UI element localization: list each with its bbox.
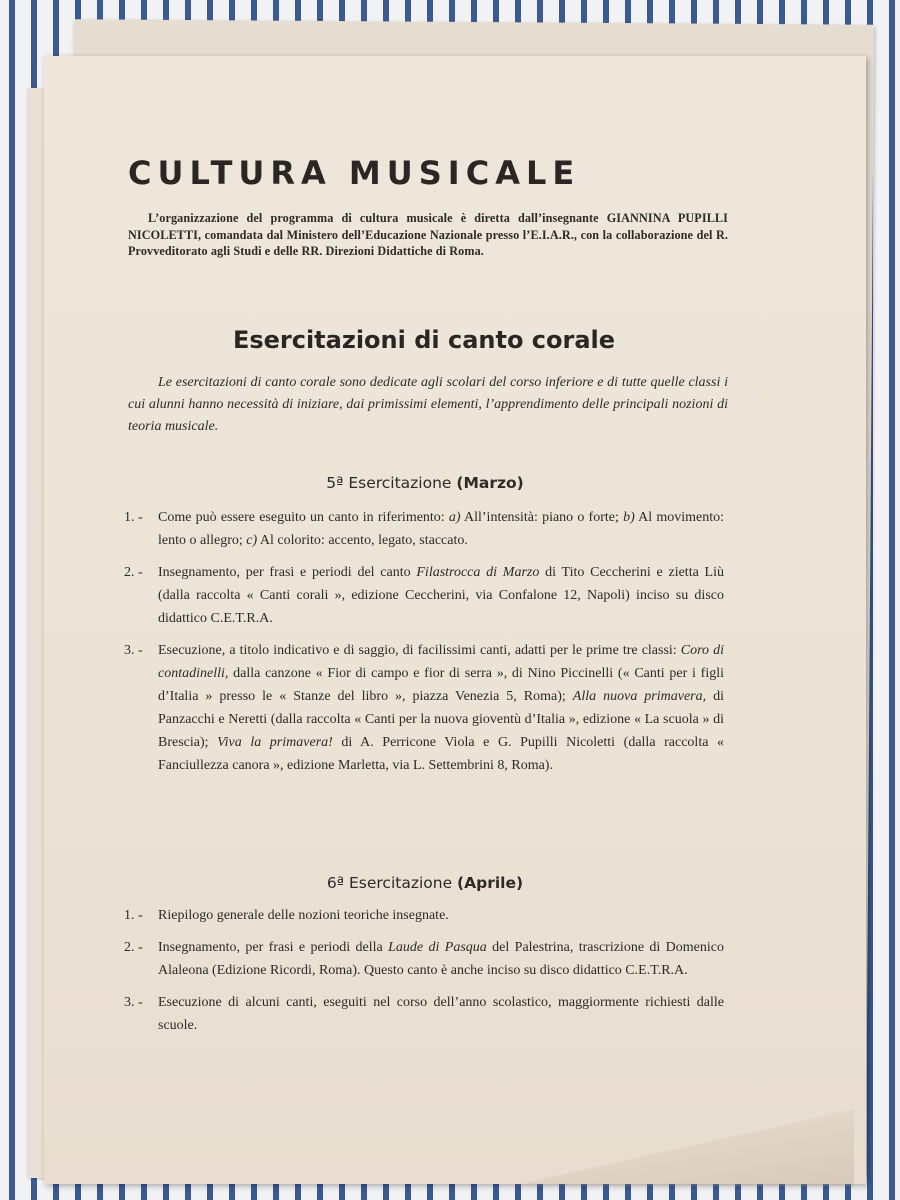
exercise-5-label: 5ª Esercitazione <box>326 474 452 492</box>
text-run: All’intensità: piano o forte; <box>460 510 624 525</box>
section-description <box>128 372 728 438</box>
item-number: 3. - <box>124 995 143 1010</box>
item-text <box>158 991 724 1037</box>
text-run: di A. Perricone Viola e G. Pupilli Nicoletti (dalla raccolta « Fanciullezza canora », edizione Marletta, via L. Settembrini 8, Roma). <box>158 735 725 773</box>
section-title: Esercitazioni di canto corale <box>232 326 616 354</box>
exercise-6-heading <box>44 874 806 892</box>
text-run: Insegnamento, per frasi e periodi del canto <box>158 565 417 580</box>
exercise-5-item <box>124 639 724 777</box>
italic-title: Viva la primavera! <box>217 735 333 750</box>
exercise-5-month: (Marzo) <box>456 474 524 492</box>
text-run: Come può essere eseguito un canto in riferimento: <box>158 510 449 525</box>
exercise-6-month: (Aprile) <box>457 874 524 892</box>
italic-title: Alla nuova primavera, <box>572 689 707 704</box>
exercise-5-list <box>124 506 724 786</box>
document-page <box>44 56 866 1184</box>
intro-paragraph <box>128 210 728 260</box>
italic-title: Laude di Pasqua <box>388 940 487 955</box>
text-run: Al colorito: accento, legato, staccato. <box>257 533 468 548</box>
item-text <box>158 561 724 630</box>
exercise-5-item <box>124 506 724 552</box>
exercise-6-item <box>124 936 724 982</box>
exercise-5-heading <box>44 474 806 492</box>
italic-title: a) <box>448 510 461 525</box>
intro-text: L’organizzazione del programma di cultura musicale è diretta dall’insegnante GIANNINA PUPILLI NICOLETTI, comandata dal Ministero dell’Educazione Nazionale presso l’E.I.A.R., con la collaborazione del R. Provveditorato agli Studi e delle RR. Direzioni Didattiche di Roma. <box>128 211 728 258</box>
item-text <box>158 936 724 982</box>
item-text <box>158 506 724 552</box>
text-run: di Tito Ceccherini e zietta Liù (dalla raccolta « Canti corali », edizione Ceccherini, via Confalone 12, Napoli) inciso su disco didattico C.E.T.R.A. <box>158 565 724 626</box>
italic-title: Filastrocca di Marzo <box>416 565 540 580</box>
document-title: CULTURA MUSICALE <box>128 154 581 192</box>
item-number: 2. - <box>124 940 143 955</box>
exercise-5-item <box>124 561 724 630</box>
text-run: di Panzacchi e Neretti (dalla raccolta « Canti per la nuova gioventù d’Italia », edizione « La scuola » di Brescia); <box>158 689 725 750</box>
exercise-6-label: 6ª Esercitazione <box>326 874 453 892</box>
item-number: 2. - <box>124 565 143 580</box>
text-run: Esecuzione, a titolo indicativo e di saggio, di facilissimi canti, adatti per le prime tre classi: <box>158 643 681 658</box>
text-run: Insegnamento, per frasi e periodi della <box>158 940 389 955</box>
section-description-text: Le esercitazioni di canto corale sono dedicate agli scolari del corso inferiore e di tutte quelle classi i cui alunni hanno necessità di iniziare, dai primissimi elementi, l’apprendimento delle principali nozioni di teoria musicale. <box>128 375 728 434</box>
italic-title: b) <box>623 510 635 525</box>
page-curl <box>474 1076 854 1186</box>
item-text <box>158 639 724 777</box>
item-number: 3. - <box>124 643 143 658</box>
item-text <box>158 904 724 927</box>
italic-title: c) <box>246 533 258 548</box>
text-run: Riepilogo generale delle nozioni teoriche insegnate. <box>158 908 449 923</box>
exercise-6-item <box>124 904 724 927</box>
item-number: 1. - <box>124 908 143 923</box>
exercise-6-list <box>124 904 724 1046</box>
text-run: dalla canzone « Fior di campo e fior di serra », di Nino Piccinelli (« Canti per i figli d’Italia » presso le « Stanze del libro », piazza Venezia 5, Roma); <box>158 666 724 704</box>
text-run: del Palestrina, trascrizione di Domenico Alaleona (Edizione Ricordi, Roma). Questo canto è anche inciso su disco didattico C.E.T.R.A. <box>158 940 725 978</box>
text-run: Esecuzione di alcuni canti, eseguiti nel corso dell’anno scolastico, maggiormente richiesti dalle scuole. <box>158 995 724 1033</box>
exercise-6-item <box>124 991 724 1037</box>
italic-title: Coro di contadinelli, <box>158 643 724 681</box>
item-number: 1. - <box>124 510 143 525</box>
text-run: Al movimento: lento o allegro; <box>158 510 725 548</box>
